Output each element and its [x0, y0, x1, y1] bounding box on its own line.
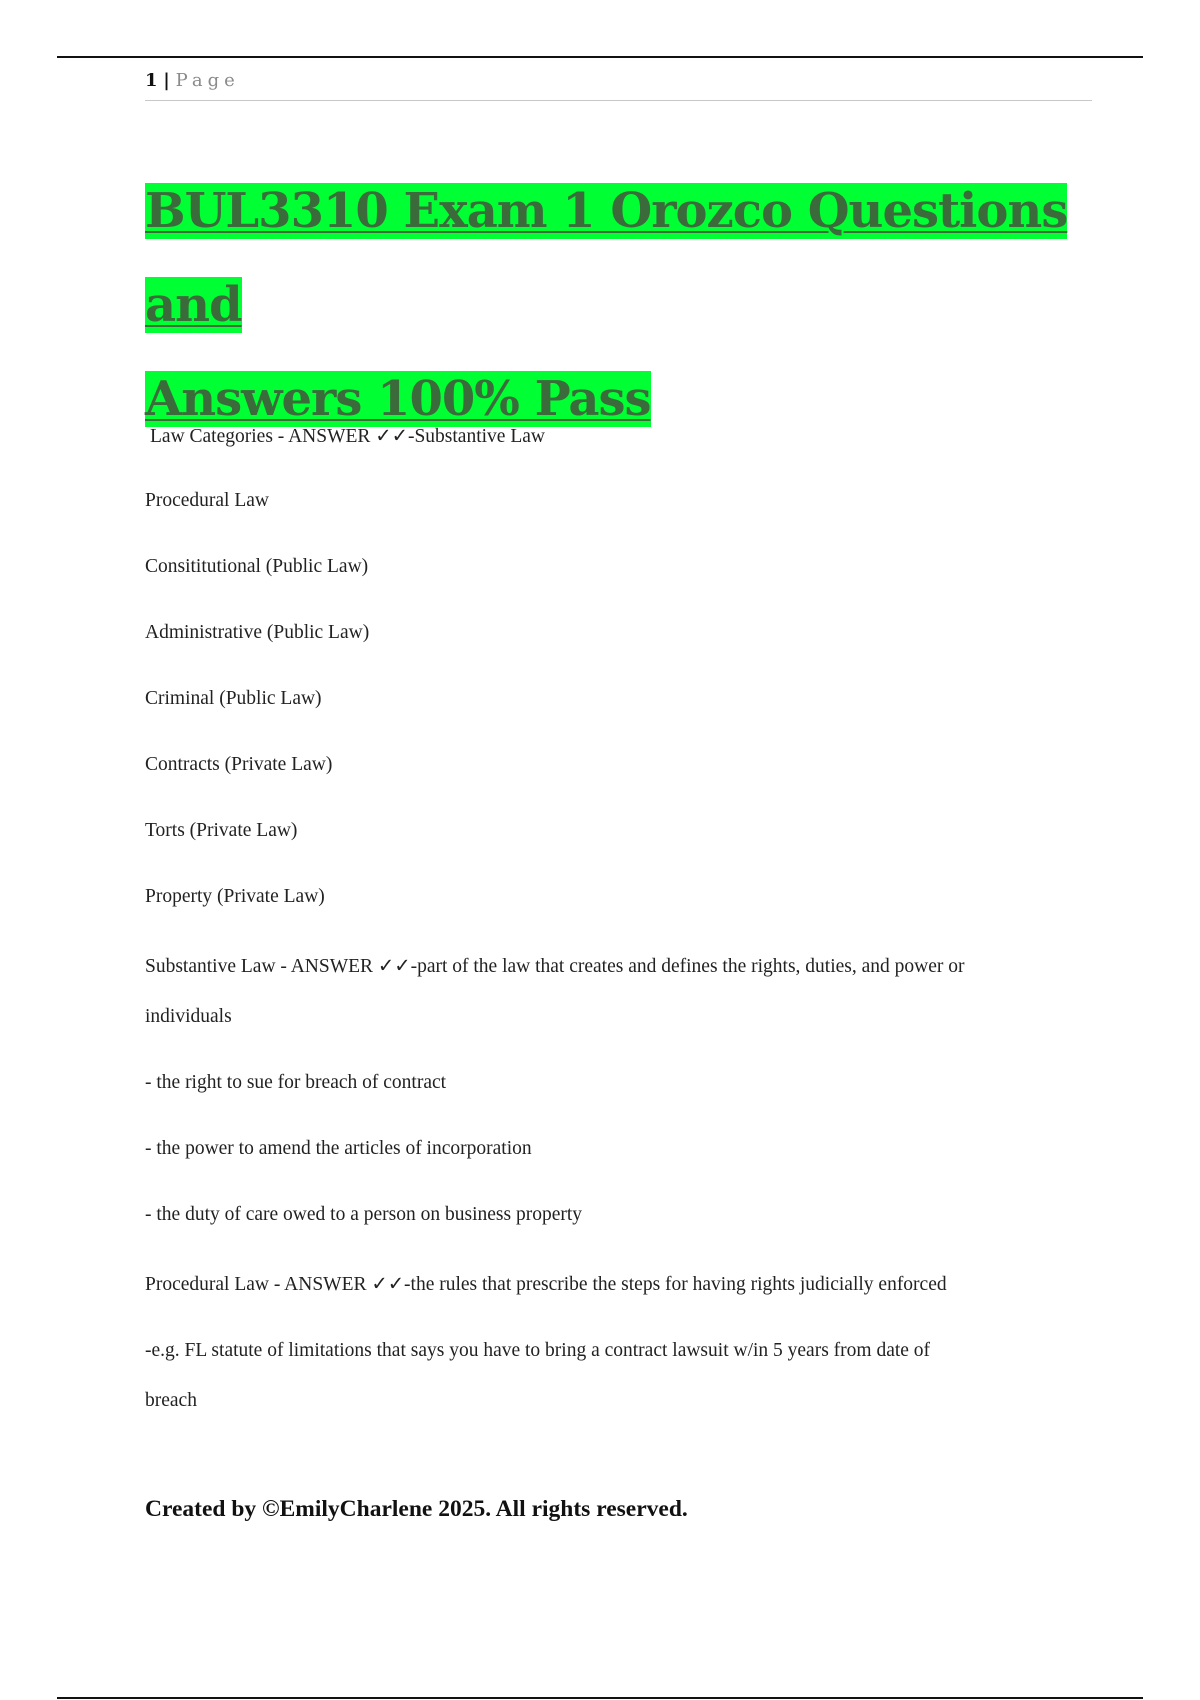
qa-law-categories: Law Categories - ANSWER ✓✓-Substantive Law: [150, 426, 545, 447]
list-item: Contracts (Private Law): [145, 754, 333, 775]
list-item: - the duty of care owed to a person on business property: [145, 1204, 583, 1225]
qa-substantive-law: Substantive Law - ANSWER ✓✓-part of the law that creates and defines the rights, duties, and power or: [145, 956, 965, 977]
title-line-1: BUL3310 Exam 1 Orozco Questions and: [145, 183, 1068, 333]
example-statute-cont: breach: [145, 1390, 197, 1411]
top-rule: [57, 56, 1143, 58]
qa-procedural-law: Procedural Law - ANSWER ✓✓-the rules that prescribe the steps for having rights judicially enforced: [145, 1274, 947, 1295]
page-separator: |: [163, 70, 170, 91]
list-item: Property (Private Law): [145, 886, 325, 907]
list-item: - the power to amend the articles of incorporation: [145, 1138, 532, 1159]
list-item: Criminal (Public Law): [145, 688, 322, 709]
copyright-credit: Created by ©EmilyCharlene 2025. All rights reserved.: [145, 1496, 688, 1522]
bottom-rule: [57, 1697, 1143, 1699]
example-statute: -e.g. FL statute of limitations that says you have to bring a contract lawsuit w/in 5 years from date of: [145, 1340, 931, 1361]
list-item: Procedural Law: [145, 490, 269, 511]
list-item: Administrative (Public Law): [145, 622, 370, 643]
list-item: Consititutional (Public Law): [145, 556, 369, 577]
title-line-2: Answers 100% Pass: [145, 371, 651, 427]
document-title: [145, 164, 1095, 446]
page-number: 1: [145, 70, 158, 91]
page-word: Page: [175, 70, 240, 91]
page-header: [145, 70, 1092, 101]
list-item: - the right to sue for breach of contract: [145, 1072, 447, 1093]
list-item: Torts (Private Law): [145, 820, 298, 841]
qa-substantive-law-cont: individuals: [145, 1006, 232, 1027]
